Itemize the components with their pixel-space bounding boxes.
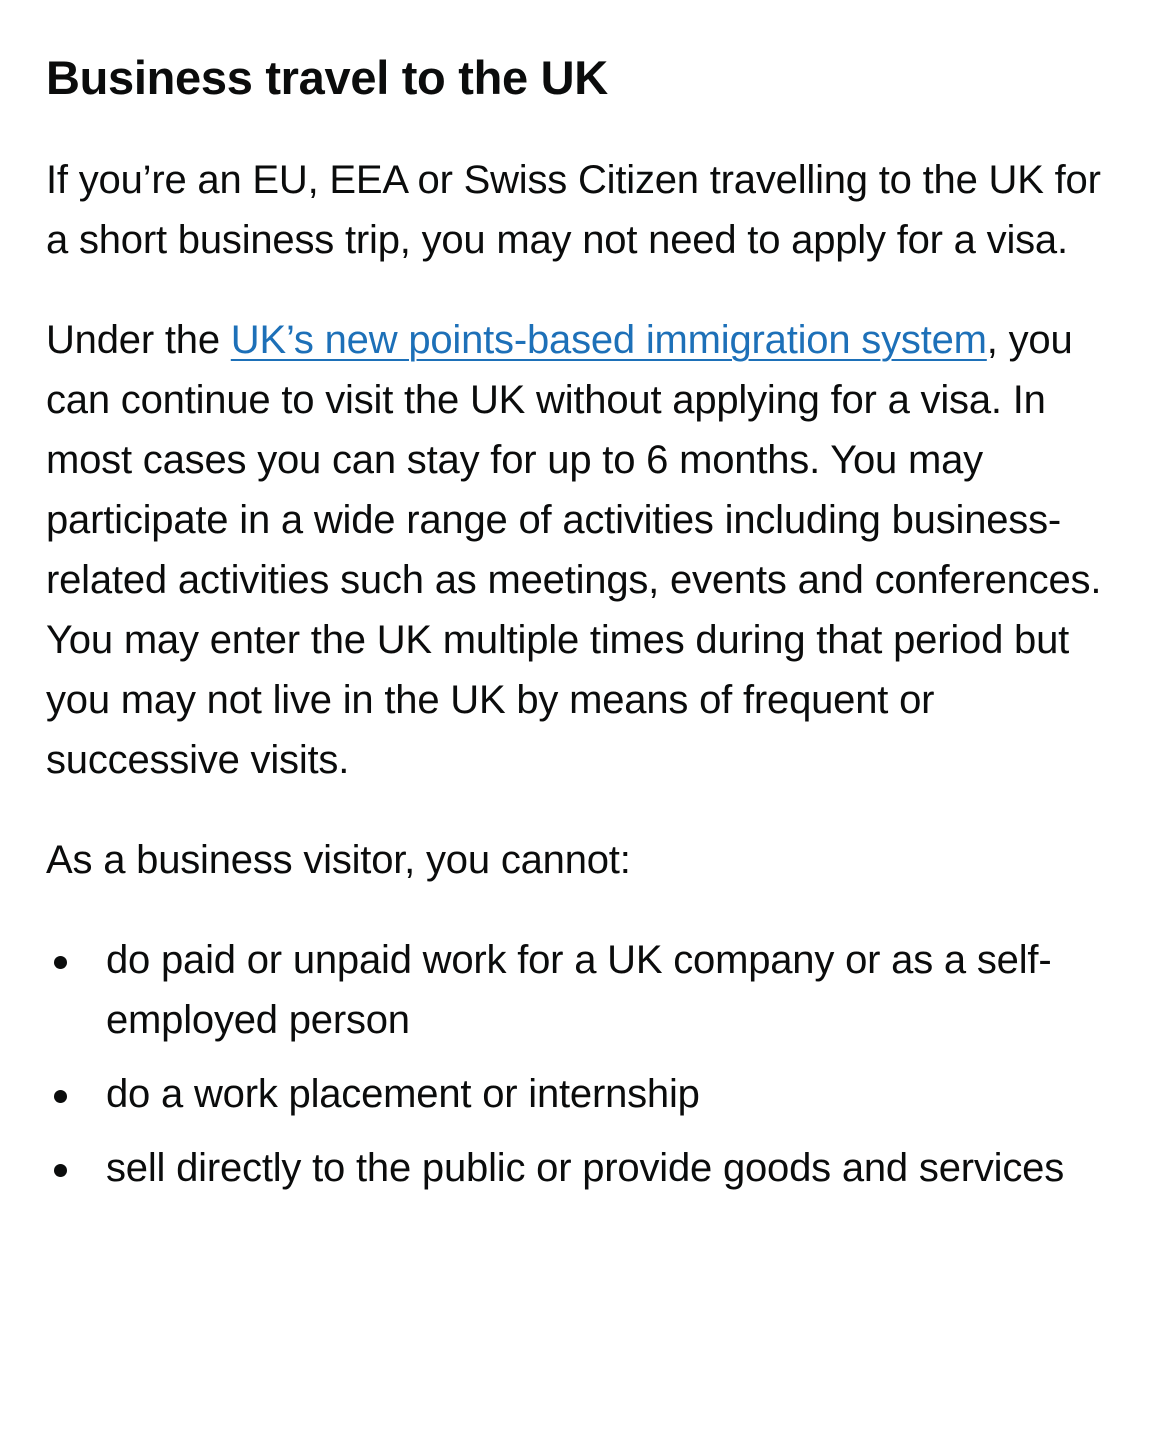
intro-paragraph: If you’re an EU, EEA or Swiss Citizen travelling to the UK for a short business trip, you may not need to apply for a visa. (46, 158, 1101, 262)
list-item-text: do a work placement or internship (106, 1072, 700, 1116)
points-based-system-link[interactable]: UK’s new points-based immigration system (230, 318, 987, 362)
bullet-icon (54, 1090, 67, 1103)
list-item-text: do paid or unpaid work for a UK company or as a self-employed person (106, 938, 1052, 1042)
bullet-icon (54, 1164, 67, 1177)
points-based-paragraph (46, 310, 1124, 790)
bullet-icon (54, 956, 67, 969)
list-item (106, 1064, 1124, 1124)
restrictions-list (46, 930, 1124, 1198)
paragraph-prefix: Under the (46, 318, 231, 362)
list-item (106, 1138, 1124, 1198)
paragraph-suffix: , you can continue to visit the UK without applying for a visa. In most cases you can stay for up to 6 months. You may participate in a wide range of activities including business-related activities such as meetings, events and conferences. You may enter the UK multiple times during that period but you may not live in the UK by means of frequent or successive visits. (46, 318, 1102, 782)
list-intro: As a business visitor, you cannot: (46, 838, 631, 882)
list-item (106, 930, 1124, 1050)
page-title: Business travel to the UK (46, 51, 608, 104)
list-item-text: sell directly to the public or provide goods and services (106, 1146, 1064, 1190)
